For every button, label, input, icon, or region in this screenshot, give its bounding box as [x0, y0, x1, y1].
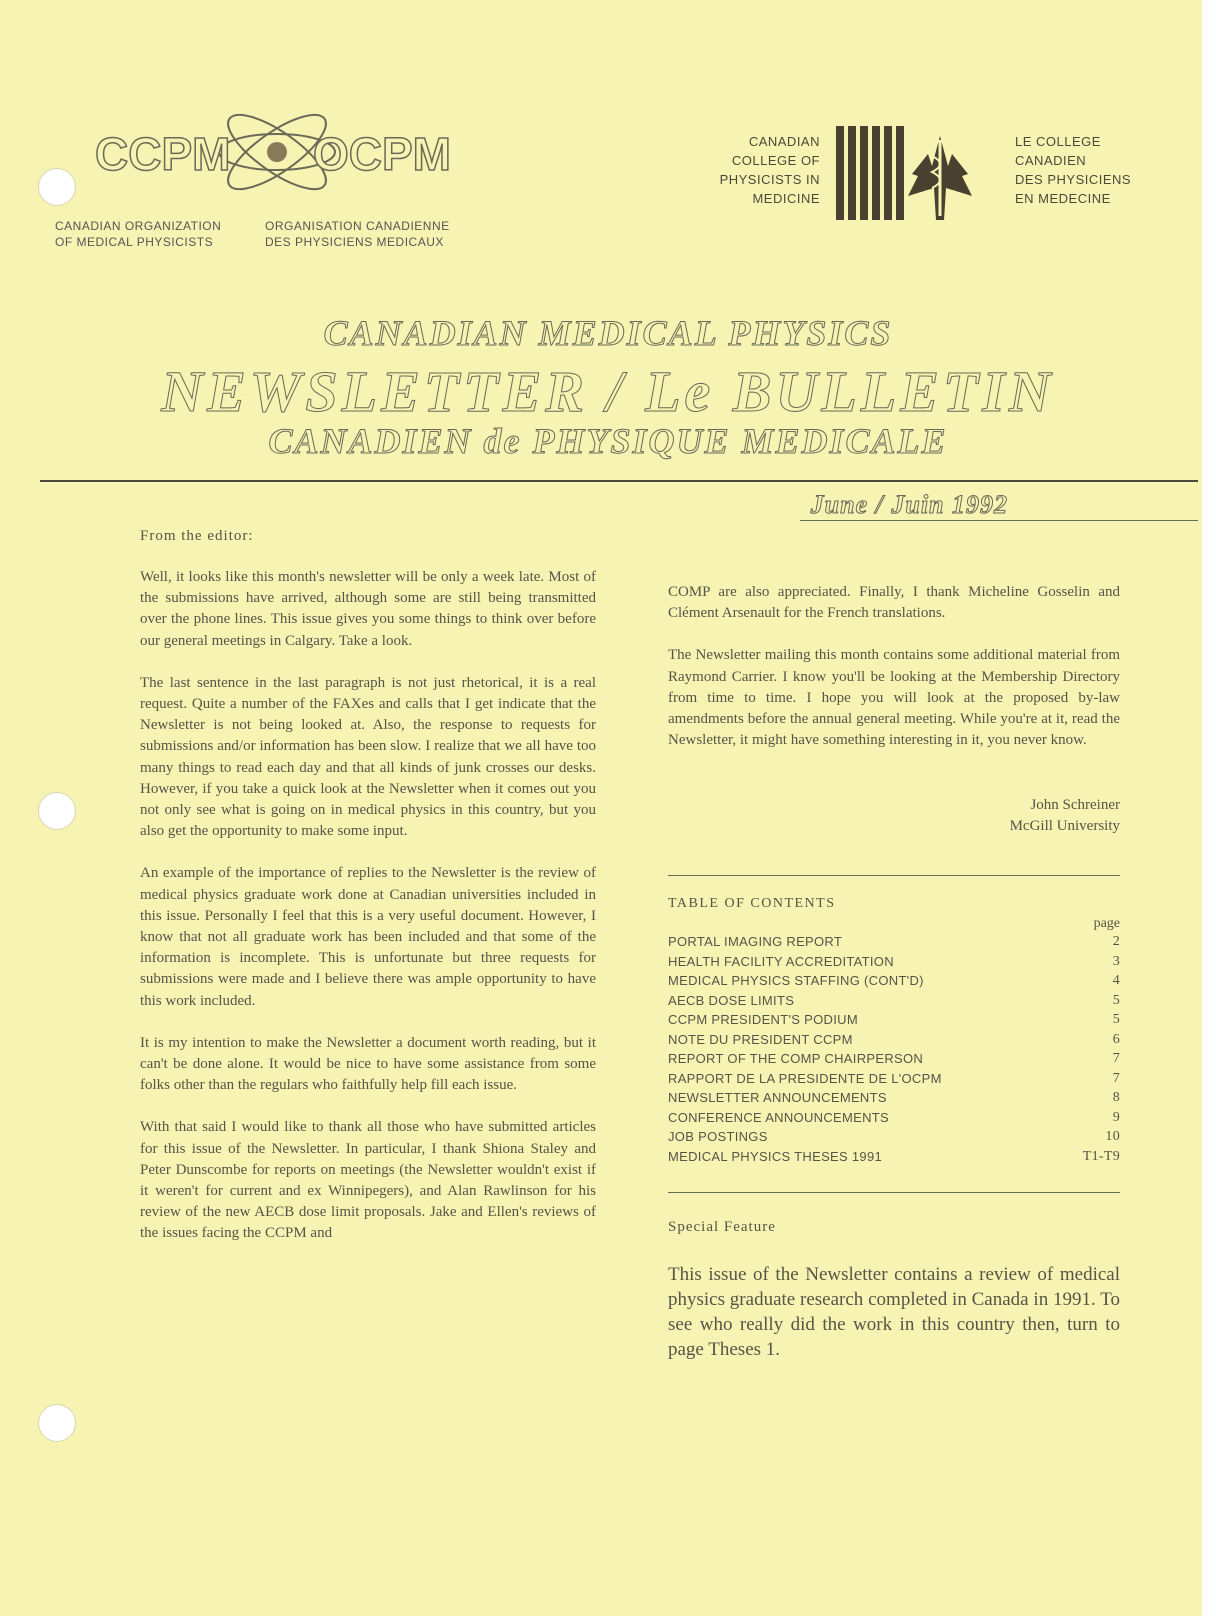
punch-hole — [38, 792, 76, 830]
toc-entry-page: 10 — [1105, 1129, 1120, 1145]
toc-entry-title: HEALTH FACILITY ACCREDITATION — [668, 953, 894, 969]
toc-entry-title: MEDICAL PHYSICS STAFFING (CONT'D) — [668, 973, 924, 989]
toc-entry-page: 5 — [1112, 992, 1120, 1008]
editorial-paragraph: The Newsletter mailing this month contains some additional material from Raymond Carrier. I know you'll be looking at the Membership Directory from time to time. I hope you will look at the proposed by-law amendments before the annual general meeting. While you're at it, read the Newsletter, it might have something interesting in it, you never know. — [668, 647, 1120, 749]
college-name-line: CANADIAN — [748, 134, 820, 149]
college-name-line: MEDICINE — [752, 191, 820, 206]
issue-date: June / Juin 1992 — [810, 490, 1008, 519]
toc-entry-title: JOB POSTINGS — [668, 1129, 768, 1145]
toc-entry-page: 8 — [1112, 1090, 1120, 1106]
toc-entry — [668, 1127, 1120, 1147]
abbr-en-text: CCPM — [95, 128, 231, 180]
masthead-line-3: CANADIEN de PHYSIQUE MEDICALE — [268, 421, 948, 461]
editorial-paragraph: COMP are also appreciated. Finally, I thank Micheline Gosselin and Clément Arsenault for the French translations. — [668, 584, 1120, 622]
toc-entry-page: 5 — [1112, 1012, 1120, 1028]
editorial-paragraph: The last sentence in the last paragraph is not just rhetorical, it is a real request. Quite a number of the FAXes and calls that I get indicate that the Newsletter is not being looked at. Also, the response to requests for submissions and/or information has been slow. I realize that we all have too many things to read each day and that all kinds of junk crosses our desks. However, if you take a quick look at the Newsletter when it comes out you not only see what is going on in medical physics in this country, but you also get the opportunity to make some input. — [140, 674, 596, 840]
special-feature-rule — [668, 1192, 1120, 1193]
editor-name: John Schreiner — [1030, 797, 1120, 814]
college-name-line: PHYSICISTS IN — [719, 172, 820, 187]
toc-entry-title: REPORT OF THE COMP CHAIRPERSON — [668, 1051, 924, 1067]
atom-logo-icon — [55, 90, 495, 220]
toc-page-header: page — [1093, 916, 1120, 932]
toc-entry-title: CCPM PRESIDENT'S PODIUM — [668, 1012, 858, 1028]
toc-entry-title: CONFERENCE ANNOUNCEMENTS — [668, 1109, 889, 1125]
toc-entry — [668, 1088, 1120, 1108]
page-edge — [1202, 0, 1216, 1616]
date-rule — [800, 520, 1198, 521]
masthead-rule — [40, 480, 1198, 482]
college-name-line: EN MEDECINE — [1015, 191, 1111, 206]
college-name-line: COLLEGE OF — [731, 153, 820, 168]
toc-entry — [668, 971, 1120, 991]
toc-entry-page: 2 — [1112, 934, 1120, 950]
toc-entry — [668, 1010, 1120, 1030]
toc-list — [668, 932, 1120, 1166]
editorial-paragraph: It is my intention to make the Newsletter a document worth reading, but it can't be done alone. It would be nice to have some assistance from some folks other than the regulars who faithfully help fill each issue. — [140, 1034, 596, 1094]
special-feature-text: This issue of the Newsletter contains a review of medical physics graduate research completed in Canada in 1991. To see who really did the work in this country then, turn to page Theses 1. — [668, 1264, 1120, 1361]
toc-entry-title: PORTAL IMAGING REPORT — [668, 934, 843, 950]
org-name-fr: ORGANISATION CANADIENNE — [265, 219, 450, 233]
toc-entry — [668, 1030, 1120, 1050]
toc-entry-page: 7 — [1112, 1070, 1120, 1086]
toc-entry-page: 7 — [1112, 1051, 1120, 1067]
toc-entry-page: 4 — [1112, 973, 1120, 989]
editorial-paragraph: An example of the importance of replies to the Newsletter is the review of medical physics graduate work done at Canadian universities included in this issue. Personally I feel that this is a very useful document. However, I know that not all graduate work has been included and that some of the information is incomplete. This is unfortunate but three requests for submissions were made and I believe there was ample opportunity to have this work included. — [140, 865, 596, 1009]
ccpm-ocpm-logo — [55, 90, 495, 260]
toc-rule — [668, 875, 1120, 876]
editorial-column-left — [140, 528, 596, 1245]
abbr-fr-text: OCPM — [313, 128, 451, 180]
toc-entry — [668, 1147, 1120, 1167]
toc-entry — [668, 1108, 1120, 1128]
masthead-line-2: NEWSLETTER / Le BULLETIN — [161, 359, 1055, 424]
toc-entry-title: NOTE DU PRESIDENT CCPM — [668, 1031, 853, 1047]
org-name-en: OF MEDICAL PHYSICISTS — [55, 235, 214, 249]
org-name-en: CANADIAN ORGANIZATION — [55, 219, 222, 233]
maple-leaf-caduceus-icon — [836, 126, 986, 220]
toc-entry-title: NEWSLETTER ANNOUNCEMENTS — [668, 1090, 887, 1106]
toc-entry-title: MEDICAL PHYSICS THESES 1991 — [668, 1148, 883, 1164]
toc-title: TABLE OF CONTENTS — [668, 896, 836, 912]
college-name-line: DES PHYSICIENS — [1015, 172, 1132, 187]
college-name-line: CANADIEN — [1015, 153, 1087, 168]
editor-signature — [668, 795, 1120, 837]
punch-hole — [38, 1404, 76, 1442]
org-name-fr: DES PHYSICIENS MEDICAUX — [265, 235, 444, 249]
toc-entry-title: RAPPORT DE LA PRESIDENTE DE L'OCPM — [668, 1070, 942, 1086]
toc-entry — [668, 932, 1120, 952]
editorial-heading: From the editor: — [140, 528, 254, 544]
masthead-line-1: CANADIAN MEDICAL PHYSICS — [323, 313, 893, 353]
toc-entry-page: 6 — [1112, 1031, 1120, 1047]
toc-entry-page: T1-T9 — [1082, 1148, 1120, 1164]
toc-entry — [668, 991, 1120, 1011]
toc-entry-title: AECB DOSE LIMITS — [668, 992, 795, 1008]
editorial-paragraph: With that said I would like to thank all those who have submitted articles for this issue of the Newsletter. In particular, I thank Shiona Staley and Peter Dunscombe for reports on meetings (the Newsletter wouldn't exist if it weren't for current and ex Winnipegers), and Alan Rawlinson for his review of the new AECB dose limit proposals. Jake and Ellen's reviews of the issues facing the CCPM and — [140, 1119, 596, 1242]
toc-entry-page: 9 — [1112, 1109, 1120, 1125]
editorial-column-right — [668, 582, 1120, 1362]
toc-entry — [668, 1069, 1120, 1089]
toc-entry — [668, 1049, 1120, 1069]
special-feature-heading: Special Feature — [668, 1219, 776, 1236]
college-name-en — [690, 132, 820, 208]
toc-entry-page: 3 — [1112, 953, 1120, 969]
editor-affiliation: McGill University — [1009, 818, 1120, 835]
college-name-fr — [1015, 132, 1185, 208]
editorial-paragraph: Well, it looks like this month's newsletter will be only a week late. Most of the submissions have arrived, although some are still being transmitted over the phone lines. This issue gives you some things to think over before our general meetings in Calgary. Take a look. — [140, 569, 596, 649]
college-name-line: LE COLLEGE — [1015, 134, 1101, 149]
toc-entry — [668, 952, 1120, 972]
